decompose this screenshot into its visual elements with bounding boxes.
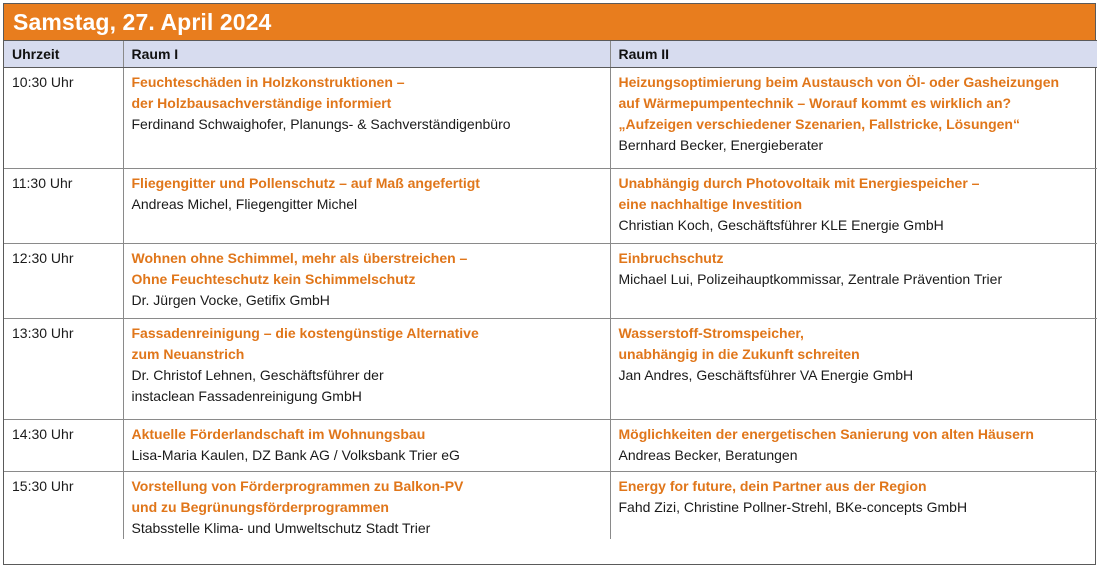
session-topic: Aktuelle Förderlandschaft im Wohnungsbau xyxy=(131,426,426,442)
session-topic: und zu Begrünungsförderprogrammen xyxy=(131,499,389,515)
session-topic: Heizungsoptimierung beim Austausch von Öl- oder Gasheizungen xyxy=(618,74,1060,90)
session-topic: Vorstellung von Förderprogrammen zu Balkon-PV xyxy=(131,478,464,494)
session-topic: Fliegengitter und Pollenschutz – auf Maß angefertigt xyxy=(131,175,480,191)
session-topic: eine nachhaltige Investition xyxy=(618,196,803,212)
time-cell: 11:30 Uhr xyxy=(4,169,123,244)
schedule-row xyxy=(4,244,1097,319)
session-speaker: Stabsstelle Klima- und Umweltschutz Stadt Trier xyxy=(131,520,431,536)
room-1-session xyxy=(123,472,610,540)
session-topic: Feuchteschäden in Holzkonstruktionen – xyxy=(131,74,405,90)
schedule-row xyxy=(4,420,1097,472)
schedule-row xyxy=(4,319,1097,420)
session-speaker: Jan Andres, Geschäftsführer VA Energie GmbH xyxy=(618,367,914,383)
session-topic: Wasserstoff-Stromspeicher, xyxy=(618,325,804,341)
room-2-session xyxy=(610,420,1097,472)
column-header-room-2: Raum II xyxy=(610,41,1097,68)
room-2-session xyxy=(610,68,1097,169)
session-topic: auf Wärmepumpentechnik – Worauf kommt es wirklich an? xyxy=(618,95,1012,111)
session-topic: Unabhängig durch Photovoltaik mit Energiespeicher – xyxy=(618,175,980,191)
session-speaker: Lisa-Maria Kaulen, DZ Bank AG / Volksbank Trier eG xyxy=(131,447,460,463)
time-cell: 14:30 Uhr xyxy=(4,420,123,472)
session-speaker: Fahd Zizi, Christine Pollner-Strehl, BKe-concepts GmbH xyxy=(618,499,968,515)
schedule-row xyxy=(4,68,1097,169)
schedule-title: Samstag, 27. April 2024 xyxy=(4,4,1095,40)
session-speaker: instaclean Fassadenreinigung GmbH xyxy=(131,388,362,404)
session-topic: zum Neuanstrich xyxy=(131,346,245,362)
session-topic: Möglichkeiten der energetischen Sanierung von alten Häusern xyxy=(618,426,1034,442)
session-speaker: Andreas Michel, Fliegengitter Michel xyxy=(131,196,358,212)
session-speaker: Dr. Jürgen Vocke, Getifix GmbH xyxy=(131,292,330,308)
room-1-session xyxy=(123,68,610,169)
session-speaker: Andreas Becker, Beratungen xyxy=(618,447,798,463)
schedule-row xyxy=(4,472,1097,540)
room-2-session xyxy=(610,169,1097,244)
schedule-row xyxy=(4,169,1097,244)
room-2-session xyxy=(610,244,1097,319)
session-topic: Energy for future, dein Partner aus der Region xyxy=(618,478,927,494)
room-2-session xyxy=(610,319,1097,420)
room-1-session xyxy=(123,244,610,319)
session-topic: unabhängig in die Zukunft schreiten xyxy=(618,346,860,362)
time-cell: 15:30 Uhr xyxy=(12,478,74,494)
session-topic: Fassadenreinigung – die kostengünstige Alternative xyxy=(131,325,479,341)
session-speaker: Michael Lui, Polizeihauptkommissar, Zentrale Prävention Trier xyxy=(618,271,1003,287)
session-topic: der Holzbausachverständige informiert xyxy=(131,95,392,111)
session-topic: Ohne Feuchteschutz kein Schimmelschutz xyxy=(131,271,416,287)
time-cell: 10:30 Uhr xyxy=(4,68,123,169)
session-topic: „Aufzeigen verschiedener Szenarien, Fallstricke, Lösungen“ xyxy=(618,116,1020,132)
session-speaker: Christian Koch, Geschäftsführer KLE Energie GmbH xyxy=(618,217,944,233)
room-1-session xyxy=(123,169,610,244)
session-speaker: Ferdinand Schwaighofer, Planungs- & Sachverständigenbüro xyxy=(131,116,511,132)
schedule-card xyxy=(3,3,1096,565)
room-2-session xyxy=(610,472,1097,540)
session-speaker: Bernhard Becker, Energieberater xyxy=(618,137,824,153)
column-header-room-1: Raum I xyxy=(123,41,610,68)
time-cell: 12:30 Uhr xyxy=(4,244,123,319)
column-header-time: Uhrzeit xyxy=(4,41,123,68)
schedule-body xyxy=(4,68,1097,540)
session-topic: Wohnen ohne Schimmel, mehr als überstreichen – xyxy=(131,250,468,266)
table-header-row xyxy=(4,41,1097,68)
room-1-session xyxy=(123,319,610,420)
room-1-session xyxy=(123,420,610,472)
schedule-table xyxy=(4,40,1097,539)
session-topic: Einbruchschutz xyxy=(618,250,724,266)
time-cell: 13:30 Uhr xyxy=(4,319,123,420)
session-speaker: Dr. Christof Lehnen, Geschäftsführer der xyxy=(131,367,384,383)
